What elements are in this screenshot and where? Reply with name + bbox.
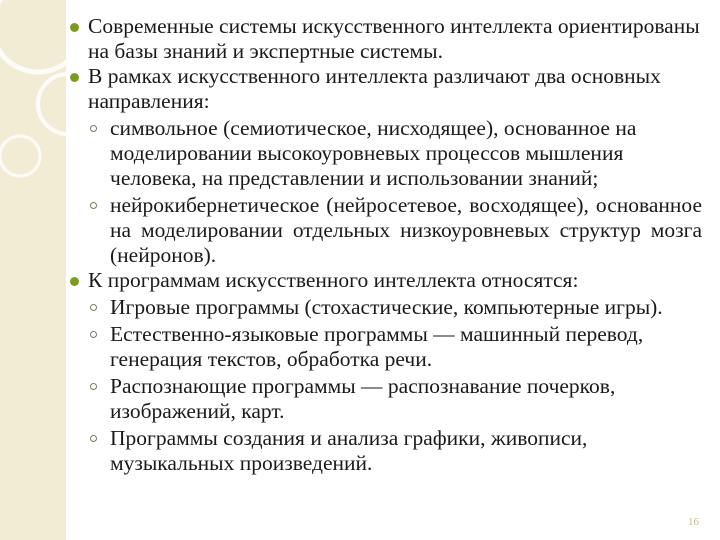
sub-bullet-list — [88, 116, 702, 268]
sub-bullet-item — [88, 193, 702, 268]
sub-bullet-text: Игровые программы (стохастические, компьютерные игры). — [110, 295, 663, 319]
sub-bullet-item — [88, 322, 702, 372]
sub-bullet-item — [88, 426, 702, 476]
ring-bullet-icon — [90, 304, 97, 311]
bullet-item — [72, 64, 702, 268]
sub-bullet-text: Распознающие программы — распознавание почерков, изображений, карт. — [110, 374, 616, 423]
sub-bullet-item — [88, 374, 702, 424]
ring-bullet-icon — [90, 383, 97, 390]
sub-bullet-text: Программы создания и анализа графики, живописи, музыкальных произведений. — [110, 426, 588, 475]
bullet-dot-icon — [70, 277, 79, 286]
bullet-item — [72, 14, 702, 64]
sub-bullet-text: Естественно-языковые программы — машинный перевод, генерация текстов, обработка речи. — [110, 322, 644, 371]
bullet-list — [72, 14, 702, 476]
ring-bullet-icon — [90, 202, 97, 209]
bullet-dot-icon — [70, 73, 79, 82]
page-number: 16 — [688, 516, 699, 528]
bullet-text: Современные системы искусственного интеллекта ориентированы на базы знаний и экспертные системы. — [88, 14, 700, 63]
bullet-text: В рамках искусственного интеллекта различают два основных направления: — [88, 64, 661, 113]
sub-bullet-item — [88, 295, 702, 320]
sub-bullet-list — [88, 295, 702, 476]
sub-bullet-text: нейрокибернетическое (нейросетевое, восходящее), основанное на моделировании отдельных низкоуровневых структур мозга (нейронов). — [110, 193, 702, 267]
bullet-text: К программам искусственного интеллекта относятся: — [88, 268, 579, 292]
sub-bullet-item — [88, 116, 702, 191]
ring-bullet-icon — [90, 435, 97, 442]
bullet-item — [72, 268, 702, 476]
slide-content — [72, 14, 702, 476]
ring-bullet-icon — [90, 125, 97, 132]
sub-bullet-text: символьное (семиотическое, нисходящее), основанное на моделировании высокоуровневых процессов мышления человека, на представлении и использовании знаний; — [110, 116, 637, 190]
ring-bullet-icon — [90, 331, 97, 338]
bullet-dot-icon — [70, 23, 79, 32]
